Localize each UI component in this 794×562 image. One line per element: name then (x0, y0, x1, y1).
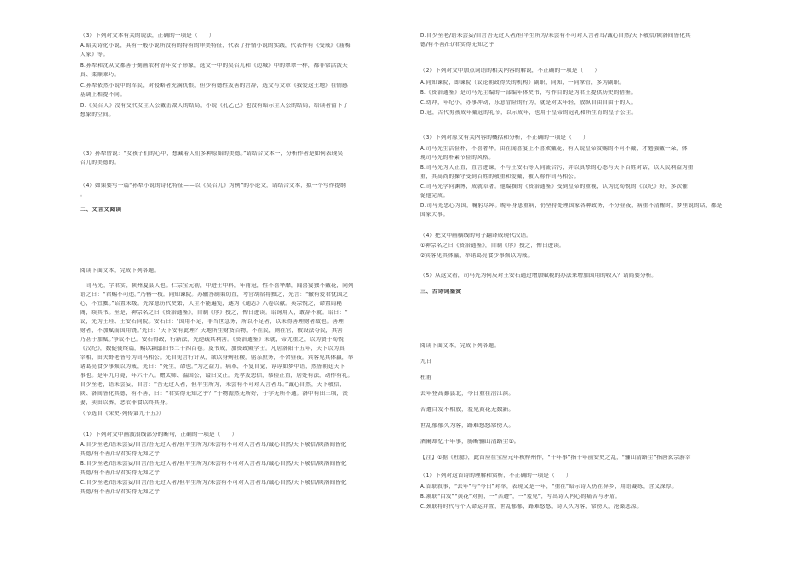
passage-line: 心，不宜黜。”诏置末级。光常患历代史繁，人主不能遍览，遂为《通志》八卷以献。英宗悦之，命置局秘 (80, 301, 343, 307)
passage-line: 妻，卖田以葬，恶衣菲食以终其身。 (80, 400, 172, 406)
poem-author: 杜甫 (420, 375, 432, 381)
question-stem: （2）下列对文中加点词语的相关内容的解说，不正确的一项是（ ） (420, 68, 601, 74)
question-stem: （3）下列对文本有关的说法，正确的一项是（ ） (80, 33, 215, 39)
passage-line: 乃甚于加赋。’争议不已。安石得政，行新法，光逆疏其利害。《资治通鉴》未就，帝尤重之，以为贤于荀悦 (80, 337, 344, 343)
option-b-cont: 重，其高尚的操守受到百姓的敬重和爱戴，被人称作司马相公。 (420, 174, 580, 180)
option-c: C.颈联将时代与个人命运并置，世乱郁郁，路难悠悠，诗人久为客，常傍人，沧桑悲凉。 (420, 504, 643, 510)
option-d: D.《吴召人》没有交代女主人公戴击敌人的结局，小说《孔乙己》也没有暗示主人公的结局，给读者留下了 (80, 103, 349, 109)
option-a: A.同知谏院，即谏院（议论朝政得失的机构）副职，同知，一同掌管，多为副职。 (420, 80, 625, 86)
question-stem: （4）如果要写一篇“孙犁小说的诗化特征——以《吴召儿》为例”的小论文，请结合文本，拟一个写作提纲 (80, 183, 346, 189)
option-a-cont: 人家》等。 (80, 52, 109, 58)
question-stem: （1）下列对这首诗的理解和赏析，不正确的一项是（ ） (420, 473, 572, 479)
passage-line: 司马光，字君实，陕州夏县人也。仁宗宝元初，中进士甲科，年甫冠，性不喜华靡，闻喜宴独不戴花，同列 (86, 283, 354, 289)
option-b: B.司马光为人正直，直言进谏，不与王安石等人同流合污，并以真挚的心态与天下百姓对话，以人民利益为重 (420, 165, 694, 171)
poem-title: 九日 (420, 359, 432, 365)
question-stem: （1）下列对文中画波浪线部分的断句，正确的一项是（ ） (80, 432, 238, 438)
option-c-cont: 基调上相提不同。 (80, 92, 126, 98)
option-d-cont: 想象的空间。 (80, 112, 115, 118)
option-b: B.自少至老/语未尝妄/自言/吾无过人者/但平生所为/未尝有不可对人言者耳/诚心自然/天下敬信/陕洛间皆化 (80, 461, 347, 467)
option-b: B.颔联“白发”“黄花”对照，一“苦遭”，一“羞见”，写出诗人内心的痛苦与矛盾。 (420, 494, 621, 500)
passage-line: 自少至老，语未尝妄，自言：“吾无过人者，但平生所为，未尝有不可对人言者耳。”诚心自然，天下敬信， (80, 382, 346, 388)
passage-line: 陕、洛间皆化其德，有不善，曰：“君实得无知之乎？”于物澹然无所好，于学无所不通。洛中有田三顷，丧 (80, 391, 348, 397)
option-d: D.司马光忠心为国，鞠躬尽瘁。晚年身患重病，仍坚持处理国家各种政务，不分昼夜，病重不清醒时，梦里说的话，都是 (420, 203, 723, 209)
poem-note: 【注】①据《杜臆》，此首应在宝应元年秋梓州作，“十年事”指十年前安史之乱，“骊山清路尘”指唐玄宗游幸 (420, 455, 691, 461)
passage-line: 事也。是年九月薨，年六十八。赠太师、温国公，谥曰文正。光孝友忠信，恭俭正直，居处有法，动作有礼。 (80, 373, 354, 379)
option-a: A.昭关诗化小说，具有一般小说所没有的特有的审美特征，代表了抒情小说的实践，代表作有《受戒》《庙梅 (80, 43, 351, 49)
option-a-cont: 其德/有不善/曰/君实得无知之乎 (80, 451, 160, 457)
option-c-cont: 其德/有不善/曰/君实得无知之乎 (80, 489, 160, 495)
translation-item: ②宾客见其体羸，举诸葛亮食少事烦以为戒。 (420, 253, 534, 259)
poem-line: 世乱郁郁久为客，路难悠悠常傍人。 (420, 423, 515, 429)
passage-line: 诸葛亮食少事烦以为戒，光曰：“死生，命也。”为之益力。病革，不复自觉，谆谆如梦中语，然皆朝廷天下 (80, 364, 346, 370)
option-c: C.自少至老/语未尝妄/自言/吾无过人者/但平生所为/未尝有不可对人言者耳/诚心自然/天下敬信/陕洛间皆化 (80, 480, 347, 486)
passage-line: 财者，不加赋而国用饶。’光曰：‘天下安有此理？天地所生财货百物，不在民，则在官，彼设法夺民，其害 (80, 328, 343, 334)
question-stem: （5）从这文看，司马光为何反对王安石通过增加赋税的办法来增加国用的收入？请简要分析。 (420, 273, 658, 279)
passage-line: 阁，续其书。至是，神宗名之曰《资治通鉴》，自制《序》授之，俾日进读。诏询用人，敢辞不就。诏曰：“ (80, 310, 348, 316)
option-d: D.冠，古代男孩成年戴冠的礼节，以示成年，也用于皇帝的冠礼和所生育的皇子公主。 (420, 110, 637, 116)
source-note: （节选自《宋史·列传第九十五》） (80, 411, 165, 417)
section-title: 二、文言文阅读 (80, 207, 122, 213)
passage-line: 宰相，田夫野老皆号为司马相公。光自见言行计从，欲以身殉社稷，躬亲庶务，不舍昼夜。宾客见其体羸，举 (80, 355, 354, 361)
option-b-cont: 其德/有不善/曰/君实得无知之乎 (80, 470, 160, 476)
passage-line: 议，光为王珪、王安石同院。安石曰：‘国用不足，非当世急务，所以不足者，以未得善理财者故也。善理 (80, 319, 344, 325)
section-title: 三、古诗词鉴赏 (420, 289, 462, 295)
question-stem: （4）把文中画横线的句子翻译成现代汉语。 (420, 233, 532, 239)
option-c: C.幼冲，年纪小，办事冲动，乐意冒险的行为，就是对太年轻，放纵自由自由于的人。 (420, 100, 637, 106)
option-b-cont: 真、柔顺乖巧。 (80, 72, 120, 78)
poem-line: 酒阑却忆十年事，肠断骊山清路尘①。 (420, 439, 520, 445)
option-a: A.司马光生活俭朴，不喜奢华。由在闻喜宴上不喜欢戴花，有人说皇帝赏赐的不可不戴，才勉强戴一朵，体 (420, 146, 688, 152)
option-d-cont: 德/有不善/曰/君实得无知之乎 (420, 42, 495, 48)
question-stem-cont: 召儿的美德的。 (80, 160, 120, 166)
passage-line: 《汉纪》，数促使终篇，赐以颍邸旧书二千四百卷。及书成，加资政殿学士。凡居洛阳十五年，天下以为真 (80, 346, 345, 352)
option-a: A.自少至老/语未尝妄/自言/吾无过人者/但平生所为/未尝有不可对人言者耳/诚心自然/天下敬信/陕洛间皆化 (80, 442, 347, 448)
option-d: D.自少至老/语未尝妄/自言吾无过人者/但平生所为/未尝有不可对人言者耳/诚心自然/天下敬信/陕洛间皆化其 (420, 33, 691, 39)
option-b: B.孙犁和沈从文都善于刻画农村青年女子形象，选文一中的吴召儿和《边城》中的翠翠一样，都非常活泼天 (80, 63, 348, 69)
option-a: A.首联叙事，“去年”与“今日”对举，表现又是一年，“重在”暗示诗人仍在异乡，用语凝练，含义深厚。 (420, 484, 678, 490)
poem-line: 去年登高郪县北，今日重在涪江滨。 (420, 391, 515, 397)
reading-prompt: 阅读下面文本，完成下列各题。 (420, 343, 500, 349)
option-b: B.《资治通鉴》是司马光主编的一部编年体史书，写作目的是为君王提供历史的借鉴。 (420, 90, 637, 96)
passage-line: 语之曰：“君赐不可违。”乃簪一枝。同知谏院。苏辙答制策切直，考官胡宿将黜之，光言：“辙有爱君忧国之 (80, 292, 349, 298)
option-c: C.孙犁依然小说中的军民，对侵略者充满仇恨，但少有德性友善的言辞，选文与文章《我爱这土地》在情感 (80, 83, 348, 89)
poem-line: 苦遭白发不相放，羞见黄花无数新。 (420, 407, 515, 413)
option-c: C.司马光学问渊博，成就卓著。他编撰的《资治通鉴》受到皇帝的重视，认为比荀悦的《汉纪》好，多次催 (420, 184, 688, 190)
reading-prompt: 阅读下面文本，完成下列各题。 (80, 268, 160, 274)
question-stem: （3）孙犁曾说：“女孩子们的心中，想藏着人们多种原始的美德。”请结合文本一，分析作者是如何表现吴 (80, 151, 344, 157)
option-d-cont: 国家大事。 (420, 212, 449, 218)
question-stem: （3）下列对原文有关内容的概括和分析，不正确的一项是（ ） (420, 135, 589, 141)
option-a-cont: 现司马光的朴素节俭的风格。 (420, 155, 495, 161)
question-stem-cont: 。 (80, 192, 86, 198)
translation-item: ①神宗名之曰《资治通鉴》，自制《序》授之，俾日进读。 (420, 243, 565, 249)
option-c-cont: 促他完成。 (420, 193, 449, 199)
